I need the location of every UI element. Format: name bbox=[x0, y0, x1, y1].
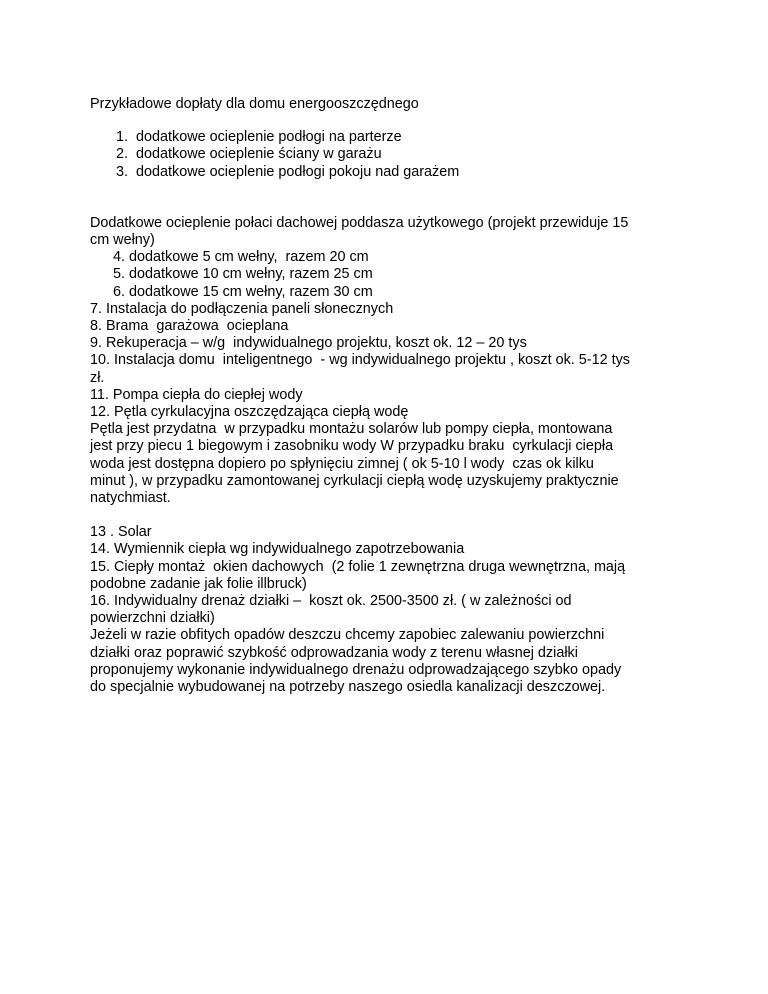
paragraph-line: Pętla jest przydatna w przypadku montażu solarów lub pompy ciepła, montowana bbox=[90, 421, 613, 438]
section-roof-insulation bbox=[90, 215, 690, 507]
list-item: 6. dodatkowe 15 cm wełny, razem 30 cm bbox=[113, 283, 373, 300]
paragraph-line: 7. Instalacja do podłączenia paneli słonecznych bbox=[90, 300, 394, 317]
list-item: 4. dodatkowe 5 cm wełny, razem 20 cm bbox=[113, 249, 369, 266]
paragraph-line: 16. Indywidualny drenaż działki – koszt ok. 2500-3500 zł. ( w zależności od bbox=[90, 593, 572, 610]
section-extras bbox=[90, 524, 690, 696]
list-item: 5. dodatkowe 10 cm wełny, razem 25 cm bbox=[113, 266, 373, 283]
paragraph-line: 10. Instalacja domu inteligentnego - wg indywidualnego projektu , koszt ok. 5-12 tys bbox=[90, 352, 630, 369]
list-item: 2. dodatkowe ocieplenie ściany w garażu bbox=[116, 146, 382, 163]
list-item: 1. dodatkowe ocieplenie podłogi na parterze bbox=[116, 129, 402, 146]
paragraph-line: 15. Ciepły montaż okien dachowych (2 folie 1 zewnętrzna druga wewnętrzna, mają bbox=[90, 558, 626, 575]
paragraph-line: do specjalnie wybudowanej na potrzeby naszego osiedla kanalizacji deszczowej. bbox=[90, 679, 606, 696]
document-page bbox=[90, 96, 690, 696]
document-title: Przykładowe dopłaty dla domu energooszczędnego bbox=[90, 96, 419, 112]
paragraph-line: działki oraz poprawić szybkość odprowadzania wody z terenu własnej działki bbox=[90, 644, 578, 661]
paragraph-line: 9. Rekuperacja – w/g indywidualnego projektu, koszt ok. 12 – 20 tys bbox=[90, 335, 527, 352]
paragraph-line: 13 . Solar bbox=[90, 524, 152, 541]
paragraph-line: cm wełny) bbox=[90, 232, 155, 249]
paragraph-line: powierzchni działki) bbox=[90, 610, 215, 627]
paragraph-line: Dodatkowe ocieplenie połaci dachowej poddasza użytkowego (projekt przewiduje 15 bbox=[90, 214, 629, 231]
paragraph-line: 14. Wymiennik ciepła wg indywidualnego zapotrzebowania bbox=[90, 541, 465, 558]
paragraph-line: podobne zadanie jak folie illbruck) bbox=[90, 575, 307, 592]
paragraph-line: 12. Pętla cyrkulacyjna oszczędzająca ciepłą wodę bbox=[90, 404, 409, 421]
paragraph-line: 11. Pompa ciepła do ciepłej wody bbox=[90, 386, 303, 403]
list-item: 3. dodatkowe ocieplenie podłogi pokoju nad garażem bbox=[116, 163, 460, 180]
paragraph-line: woda jest dostępna dopiero po spłynięciu zimnej ( ok 5-10 l wody czas ok kilku bbox=[90, 455, 594, 472]
paragraph-line: jest przy piecu 1 biegowym i zasobniku wody W przypadku braku cyrkulacji ciepła bbox=[90, 438, 614, 455]
paragraph-line: minut ), w przypadku zamontowanej cyrkulacji ciepłą wodę uzyskujemy praktycznie bbox=[90, 472, 619, 489]
numbered-list bbox=[90, 129, 690, 181]
paragraph-line: Jeżeli w razie obfitych opadów deszczu chcemy zapobiec zalewaniu powierzchni bbox=[90, 627, 605, 644]
paragraph-line: zł. bbox=[90, 369, 105, 386]
paragraph-line: proponujemy wykonanie indywidualnego drenażu odprowadzającego szybko opady bbox=[90, 661, 622, 678]
paragraph-line: 8. Brama garażowa ocieplana bbox=[90, 318, 289, 335]
paragraph-line: natychmiast. bbox=[90, 490, 171, 507]
